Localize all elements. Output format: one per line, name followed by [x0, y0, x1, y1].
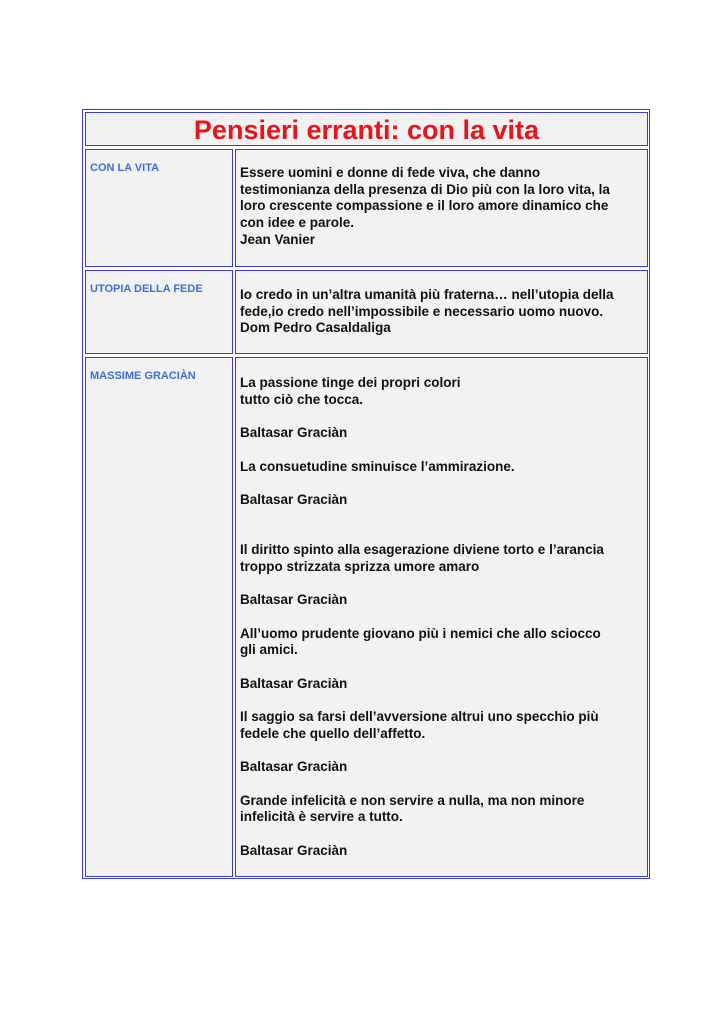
quote-text: Essere uomini e donne di fede viva, che danno testimonianza della presenza di Dio più con la loro vita, la loro crescente compassione e il loro amore dinamico che con idee e parole. Jean Vanier — [240, 165, 610, 247]
label-cell-con-la-vita — [85, 149, 233, 267]
title-cell — [85, 112, 648, 146]
page-title: Pensieri erranti: con la vita — [193, 115, 540, 145]
row-label: MASSIME GRACIÀN — [90, 370, 196, 382]
label-cell-utopia-della-fede — [85, 270, 233, 354]
label-cell-massime-gracian — [85, 357, 233, 877]
content-cell-massime-gracian — [235, 357, 648, 877]
row-label: CON LA VITA — [90, 162, 160, 174]
row-label: UTOPIA DELLA FEDE — [90, 283, 203, 295]
content-cell-utopia-della-fede — [235, 270, 648, 354]
quote-text: La passione tinge dei propri colori tutto ciò che tocca. Baltasar Graciàn La consuetudine sminuisce l’ammirazione. Baltasar Graciàn Il diritto spinto alla esagerazione diviene torto e l’arancia troppo strizzata sprizza umore amaro Baltasar Graciàn All’uomo prudente giovano più i nemici che allo sciocco gli amici. Baltasar Graciàn Il saggio sa farsi dell’avversione altrui uno specchio più fedele che quello dell’affetto. Baltasar Graciàn Grande infelicità e non servire a nulla, ma non minore infelicità è servire a tutto. Baltasar Graciàn — [240, 375, 604, 858]
content-cell-con-la-vita — [235, 149, 648, 267]
quote-text: Io credo in un’altra umanità più fraterna… nell’utopia della fede,io credo nell’impossibile e necessario uomo nuovo. Dom Pedro Casaldaliga — [240, 287, 614, 336]
